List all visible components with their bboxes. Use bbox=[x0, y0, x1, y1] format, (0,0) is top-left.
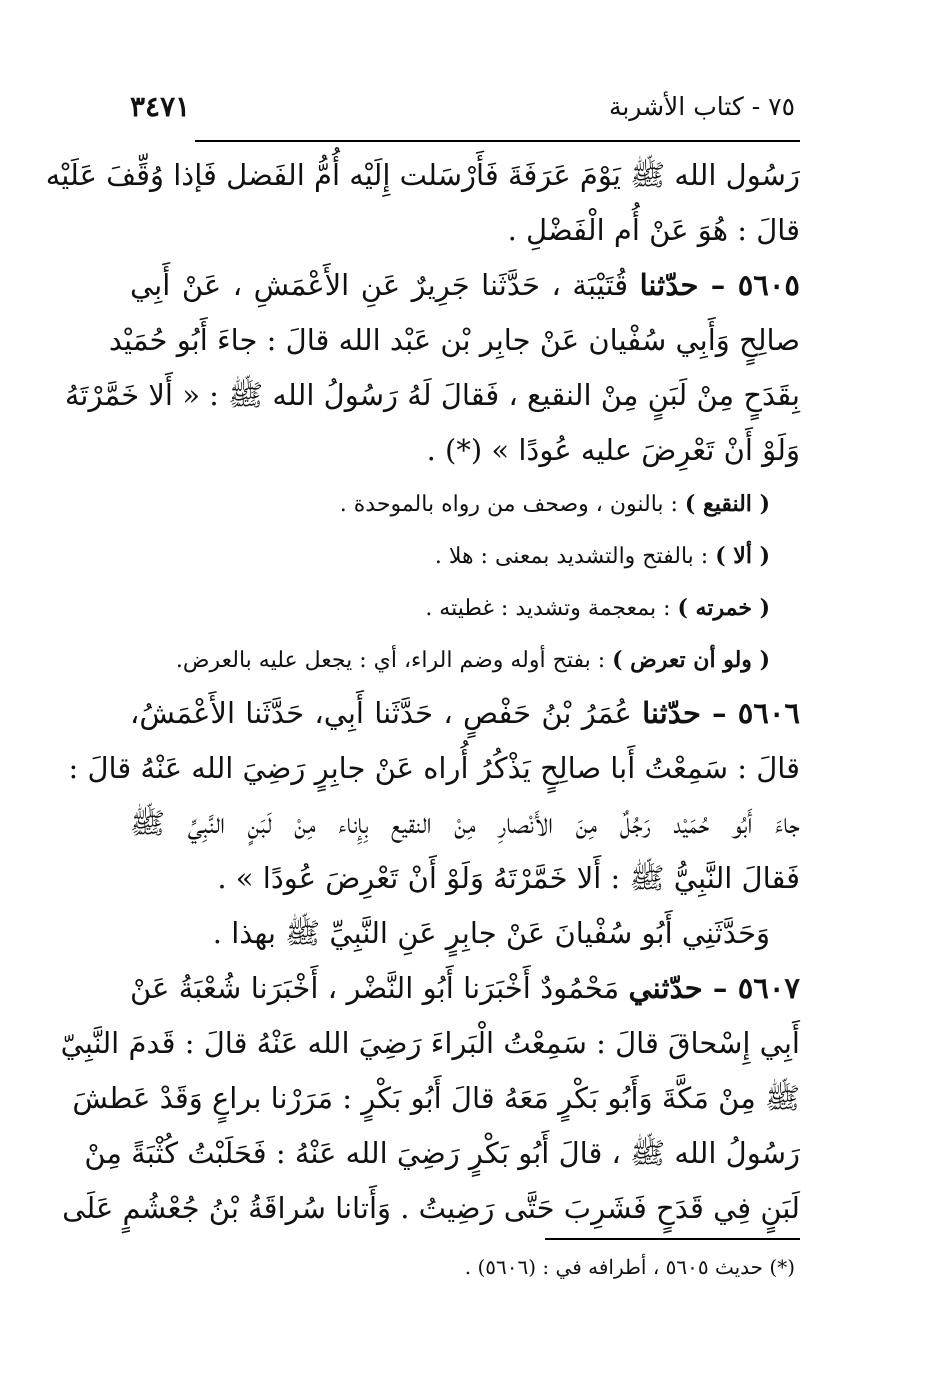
page-header bbox=[130, 92, 795, 132]
hadith-5607: ٥٦٠٧ – حدّثني مَحْمُودٌ أَخْبَرَنا أَبُو النَّضْر ، أَخْبَرَنا شُعْبَةُ عَنْ bbox=[130, 971, 800, 1005]
text-line: أَبِي إِسْحاقَ قالَ : سَمِعْتُ الْبَراءَ رَضِيَ الله عَنْهُ قالَ : قَدمَ النَّبِيّ bbox=[60, 1026, 800, 1060]
text-line: قالَ : سَمِعْتُ أَبا صالِحٍ يَذْكُرُ أُراه عَنْ جابِرٍ رَضِيَ الله عَنْهُ قالَ : bbox=[68, 751, 800, 785]
hadith-number: ٥٦٠٦ – حدّثنا bbox=[642, 696, 800, 730]
text-line: فَقالَ النَّبِيُّ ﷺ : أَلا خَمَّرْتَهُ وَلَوْ أَنْ تَعْرِضَ عُودًا » . bbox=[217, 861, 800, 895]
main-text bbox=[45, 148, 801, 1236]
chapter-title: ٧٥ - كتاب الأشربة bbox=[608, 92, 795, 121]
text-line: رَسُولُ الله ﷺ ، قالَ أَبُو بَكْرٍ رَضِيَ الله عَنْهُ : فَحَلَبْتُ كُثْبَةً مِنْ bbox=[84, 1136, 800, 1170]
hadith-number: ٥٦٠٧ – حدّثني bbox=[628, 971, 800, 1005]
text-line: قالَ : هُوَ عَنْ أُم الْفَضْلِ . bbox=[507, 213, 800, 247]
hadith-5606: ٥٦٠٦ – حدّثنا عُمَرُ بْنُ حَفْصٍ ، حَدَّثَنا أَبِي، حَدَّثَنا الأَعْمَشُ، bbox=[130, 696, 800, 730]
gloss-note: ( خمرته ) : بمعجمة وتشديد : غطيته . bbox=[425, 595, 770, 621]
gloss-note: ( النقيع ) : بالنون ، وصحف من رواه بالموحدة . bbox=[339, 491, 770, 517]
gloss-note: ( ولو أن تعرض ) : بفتح أوله وضم الراء، أي : يجعل عليه بالعرض. bbox=[175, 647, 770, 673]
page-number: ٣٤٧١ bbox=[130, 90, 191, 123]
header-rule bbox=[195, 140, 800, 142]
hadith-5605: ٥٦٠٥ – حدّثنا قُتَيْبَة ، حَدَّثَنا جَرِيرٌ عَنِ الأَعْمَشِ ، عَنْ أَبِي bbox=[130, 268, 801, 302]
hadith-number: ٥٦٠٥ – حدّثنا bbox=[639, 268, 801, 302]
text-line: صالِحٍ وَأَبِي سُفْيان عَنْ جابِر بْن عَبْد الله قالَ : جاءَ أَبُو حُمَيْد bbox=[108, 323, 800, 357]
footnote-rule bbox=[545, 1238, 800, 1240]
text-line: ﷺ مِنْ مَكَّةَ وَأَبُو بَكْرٍ مَعَهُ قالَ أَبُو بَكْرٍ : مَرَرْنا براعٍ وَقَدْ عَطشَ bbox=[72, 1081, 800, 1115]
text-line: وَلَوْ أَنْ تَعْرِضَ عليه عُودًا » (*) . bbox=[426, 433, 800, 467]
footnote: (*) حديث ٥٦٠٥ ، أطرافه في : (٥٦٠٦) . bbox=[464, 1255, 795, 1279]
text-line: رَسُول الله ﷺ يَوْمَ عَرَفَةَ فَأَرْسَلت إِلَيْه أُمُّ الفَضل فَإذا وُقِّفَ عَلَيْه bbox=[45, 158, 800, 192]
text-line: وَحَدَّثَنِي أَبُو سُفْيانَ عَنْ جابِرٍ عَنِ النَّبِيِّ ﷺ بهذا . bbox=[212, 916, 770, 950]
gloss-note: ( ألا ) : بالفتح والتشديد بمعنى : هلا . bbox=[434, 543, 770, 569]
text-line: بِقَدَحٍ مِنْ لَبَنٍ مِنْ النقيع ، فَقالَ لَهُ رَسُولُ الله ﷺ : « أَلا خَمَّرْتَهُ bbox=[64, 378, 800, 412]
text-line: لَبَنٍ فِي قَدَحٍ فَشَرِبَ حَتَّى رَضِيتُ . وَأَتانا سُراقَةُ بْنُ جُعْشُمٍ عَلَى bbox=[62, 1191, 800, 1225]
text-line: جاءَ أَبُو حُمَيْد رَجُلٌ مِنَ الأَنْصارِ مِنْ النقيع بِإِناء مِنْ لَبَنٍ النَّبِيِّ ﷺ bbox=[130, 806, 800, 840]
